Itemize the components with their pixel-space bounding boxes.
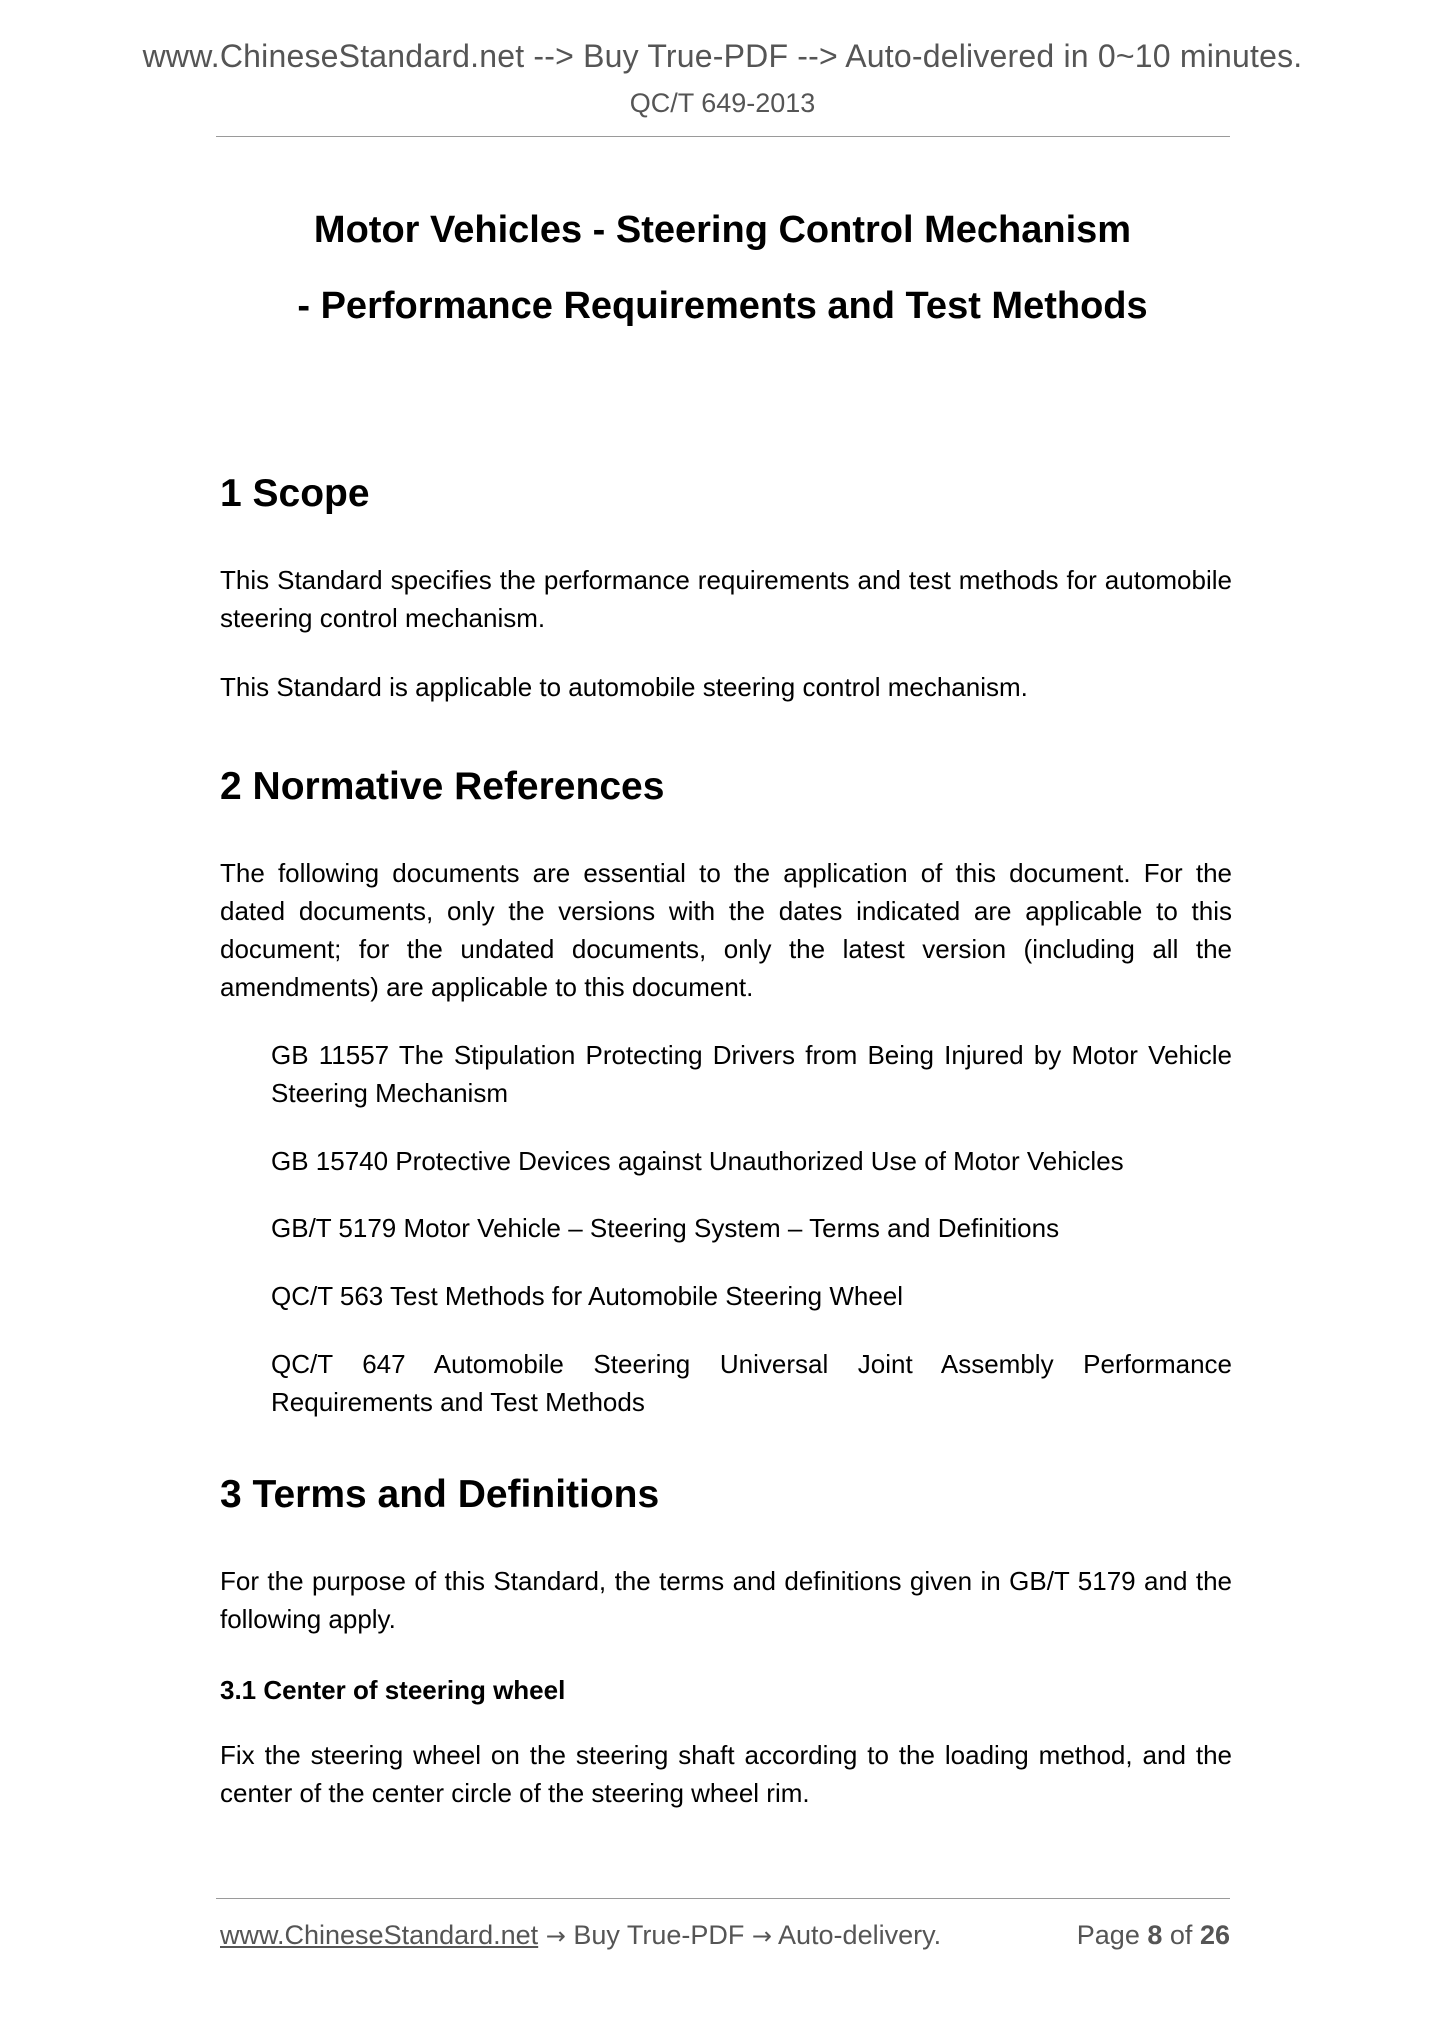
page-label: Page [1076,1920,1140,1950]
page-indicator [1077,1920,1230,1951]
terms-intro-paragraph: For the purpose of this Standard, the terms and definitions given in GB/T 5179 and the following apply. [220,1566,1232,1634]
header-banner: www.ChineseStandard.net --> Buy True-PDF --> Auto-delivered in 0~10 minutes. [142,38,1303,74]
reference-item: GB/T 5179 Motor Vehicle – Steering System – Terms and Definitions [271,1213,1060,1243]
scope-paragraph-1: This Standard specifies the performance requirements and test methods for automobile steering control mechanism. [220,565,1232,633]
document-title [0,192,1445,344]
page-number: 8 [1147,1920,1163,1950]
footer-left [220,1920,941,1951]
section-heading-normative-references: 2 Normative References [220,765,665,808]
of-label: of [1169,1920,1193,1950]
footer-site-link[interactable]: www.ChineseStandard.net [220,1920,539,1950]
subsection-3-1-text: Fix the steering wheel on the steering shaft according to the loading method, and the center of the center circle of the steering wheel rim. [220,1740,1232,1808]
subsection-heading-3-1: 3.1 Center of steering wheel [220,1675,566,1705]
footer-divider [216,1898,1230,1899]
reference-item: GB 15740 Protective Devices against Unauthorized Use of Motor Vehicles [271,1146,1124,1176]
title-line-2: - Performance Requirements and Test Methods [297,285,1148,327]
footer-delivery-text: Auto-delivery. [778,1920,942,1950]
arrow-right-icon: → [545,1922,566,1950]
header-divider [216,136,1230,137]
normative-intro-paragraph: The following documents are essential to the application of this document. For the dated documents, only the versions with the dates indicated are applicable to this document; for the undated documents, only the latest version (including all the amendments) are applicable to this document. [220,858,1232,1002]
reference-item: QC/T 563 Test Methods for Automobile Steering Wheel [271,1281,904,1311]
scope-paragraph-2: This Standard is applicable to automobile steering control mechanism. [220,672,1028,702]
title-line-1: Motor Vehicles - Steering Control Mechanism [313,209,1132,251]
footer-buy-text: Buy True-PDF [573,1920,745,1950]
arrow-right-icon: → [751,1922,772,1950]
section-heading-scope: 1 Scope [220,472,370,515]
page-total: 26 [1199,1920,1230,1950]
footer [220,1920,1230,1951]
reference-item: GB 11557 The Stipulation Protecting Drivers from Being Injured by Motor Vehicle Steering Mechanism [271,1040,1232,1108]
section-heading-terms: 3 Terms and Definitions [220,1473,660,1516]
doc-code: QC/T 649-2013 [629,88,816,118]
reference-item: QC/T 647 Automobile Steering Universal Joint Assembly Performance Requirements and Test Methods [271,1349,1232,1417]
